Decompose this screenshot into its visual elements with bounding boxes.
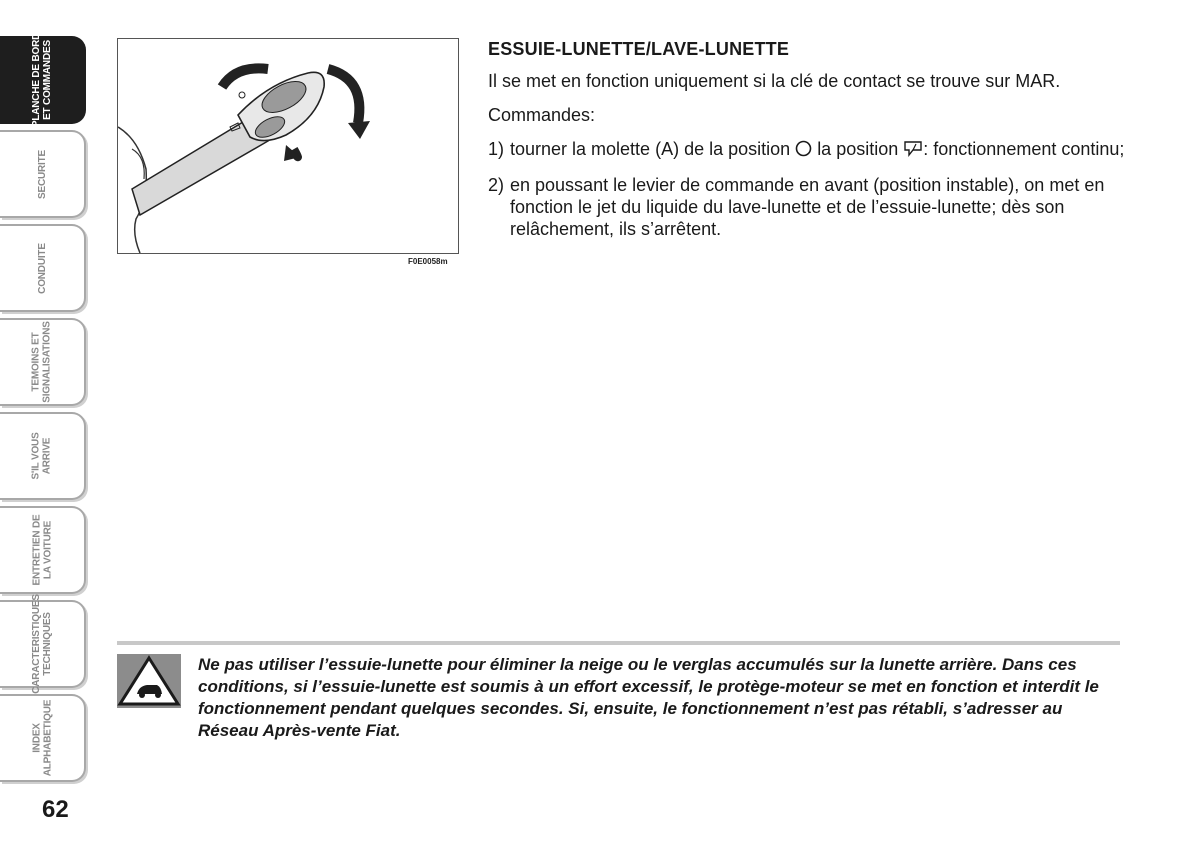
- tab-label-line: ALPHABETIQUE: [42, 699, 53, 777]
- wiper-lever-illustration: [118, 39, 458, 253]
- item-text-before: tourner la molette (A) de la position: [510, 139, 791, 159]
- tab-sil-vous-arrive[interactable]: [0, 412, 86, 500]
- tab-label-line: TECHNIQUES: [42, 612, 53, 676]
- rear-wiper-icon: [903, 140, 923, 162]
- warning-triangle-icon: [117, 654, 181, 708]
- tab-label-line: SECURITE: [36, 149, 48, 199]
- rotation-arrow-left: [222, 68, 268, 87]
- item-text-middle: la position: [817, 139, 899, 159]
- tab-label-line: ET COMMANDES: [42, 40, 54, 120]
- section-heading: ESSUIE-LUNETTE/LAVE-LUNETTE: [488, 39, 790, 59]
- tab-label: [37, 243, 48, 294]
- tab-label-line: S'IL VOUS: [30, 432, 42, 480]
- column-detail: [132, 149, 144, 179]
- tab-entretien[interactable]: [0, 506, 86, 594]
- list-number: 2): [488, 175, 505, 195]
- list-item: [488, 174, 1128, 240]
- off-symbol: [239, 92, 245, 98]
- tab-conduite[interactable]: [0, 224, 86, 312]
- item-text-after: : fonctionnement continu;: [923, 139, 1125, 159]
- tab-index[interactable]: [0, 694, 86, 782]
- intro-paragraph: Il se met en fonction uniquement si la clé de contact se trouve sur MAR.: [488, 71, 1061, 91]
- tab-label-line: CARACTERISTIQUES: [31, 594, 42, 694]
- rotation-arrow-right: [328, 69, 359, 123]
- warning-divider: [117, 641, 1120, 645]
- tab-label-line: PLANCHE DE BORD: [31, 32, 43, 128]
- tab-label: [31, 594, 53, 694]
- tab-temoins[interactable]: [0, 318, 86, 406]
- list-item: [488, 138, 1128, 162]
- commands-label: Commandes:: [488, 105, 596, 125]
- list-number: 1): [488, 139, 505, 159]
- warning-text: Ne pas utiliser l’essuie-lunette pour éliminer la neige ou le verglas accumulés sur la lunette arrière. Dans ces conditions, si l’essuie-lunette est soumis à un effort excessif, le protège-moteur se met en fonction et interdit le fonctionnement pendant quelques secondes. Si, ensuite, le fonctionnement n’est pas rétabli, s’adresser au Réseau Après-vente Fiat.: [198, 655, 1099, 740]
- tab-label-line: INDEX: [31, 723, 42, 753]
- tab-label-line: TEMOINS ET: [31, 332, 42, 392]
- tab-label-line: ARRIVE: [41, 437, 53, 475]
- tab-planche-de-bord[interactable]: [0, 32, 86, 128]
- tab-label-line: CONDUITE: [36, 242, 48, 294]
- tab-label: [37, 150, 48, 199]
- tab-label-line: SIGNALISATIONS: [42, 321, 53, 403]
- item-text: en poussant le levier de commande en avant (position instable), on met en fonction le jet du liquide du lave-lunette et de l’essuie-lunette; dès son relâchement, ils s’arrêtent.: [510, 175, 1105, 239]
- tab-label-line: LA VOITURE: [41, 520, 53, 580]
- content-column: [488, 38, 1128, 252]
- tab-label: [31, 700, 53, 777]
- wiper-lever-figure: [117, 38, 459, 254]
- figure-code: F0E0058m: [408, 257, 448, 266]
- tab-label: [31, 33, 53, 127]
- tab-securite[interactable]: [0, 130, 86, 218]
- tab-label: [31, 321, 53, 402]
- page-number: 62: [42, 796, 69, 823]
- tab-label: [31, 432, 53, 479]
- tab-label: [31, 515, 53, 586]
- tab-label-line: ENTRETIEN DE: [30, 514, 42, 586]
- off-position-icon: [795, 140, 812, 162]
- tab-caracteristiques[interactable]: [0, 594, 86, 694]
- arrow-head-right: [348, 121, 370, 139]
